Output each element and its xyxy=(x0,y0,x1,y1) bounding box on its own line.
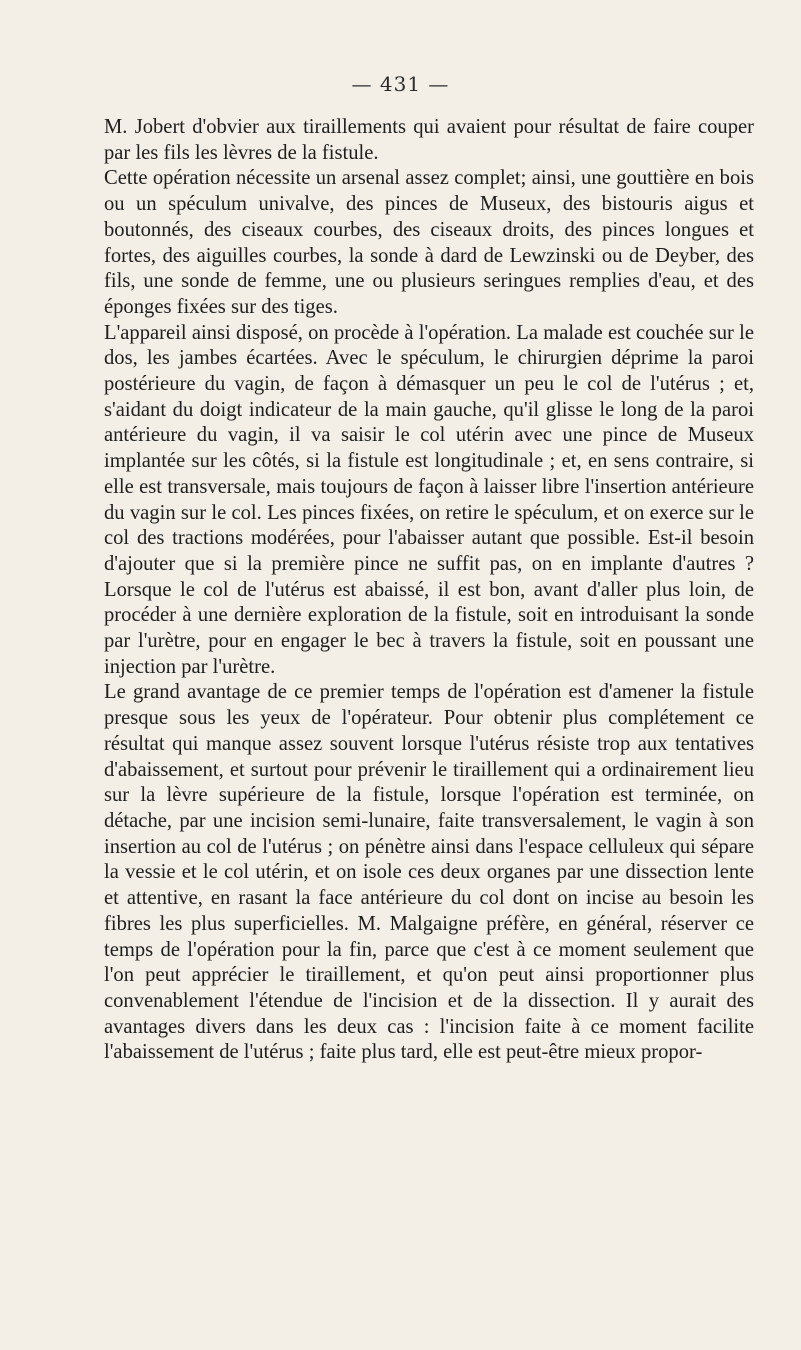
body-text xyxy=(104,115,754,1066)
paragraph-4: Le grand avantage de ce premier temps de l'opération est d'amener la fistule presque sous les yeux de l'opérateur. Pour obtenir plus complétement ce résultat qui manque assez souvent lorsque l'utérus résiste trop aux tentatives d'abaissement, et surtout pour prévenir le tiraillement qui a ordinairement lieu sur la lèvre supérieure de la fistule, lorsque l'opération est terminée, on détache, par une incision semi-lunaire, faite transversalement, le vagin à son insertion au col de l'utérus ; on pénètre ainsi dans l'espace celluleux qui sépare la vessie et le col utérin, et on isole ces deux organes par une dissection lente et attentive, en rasant la face antérieure du col dont on incise au besoin les fibres les plus superficielles. M. Malgaigne préfère, en général, réserver ce temps de l'opération pour la fin, parce que c'est à ce moment seulement que l'on peut apprécier le tiraillement, et qu'on peut ainsi proportionner plus convenablement l'étendue de l'incision et de la dissection. Il y aurait des avantages divers dans les deux cas : l'incision faite à ce moment facilite l'abaissement de l'utérus ; faite plus tard, elle est peut-être mieux propor- xyxy=(104,681,754,1064)
paragraph-3: L'appareil ainsi disposé, on procède à l'opération. La malade est couchée sur le dos, les jambes écartées. Avec le spéculum, le chirurgien déprime la paroi postérieure du vagin, de façon à démasquer un peu le col de l'utérus ; et, s'aidant du doigt indicateur de la main gauche, qu'il glisse le long de la paroi antérieure du vagin, il va saisir le col utérin avec une pince de Museux implantée sur les côtés, si la fistule est longitudinale ; et, en sens contraire, si elle est transversale, mais toujours de façon à laisser libre l'insertion antérieure du vagin sur le col. Les pinces fixées, on retire le spéculum, et on exerce sur le col des tractions modérées, pour l'abaisser autant que possible. Est-il besoin d'ajouter que si la première pince ne suffit pas, on en implante d'autres ? Lorsque le col de l'utérus est abaissé, il est bon, avant d'aller plus loin, de procéder à une dernière exploration de la fistule, soit en introduisant la sonde par l'urètre, pour en engager le bec à travers la fistule, soit en poussant une injection par l'urètre. xyxy=(104,321,754,678)
paragraph-2: Cette opération nécessite un arsenal assez complet; ainsi, une gouttière en bois ou un spéculum univalve, des pinces de Museux, des bistouris aigus et boutonnés, des ciseaux courbes, des ciseaux droits, des pinces longues et fortes, des aiguilles courbes, la sonde à dard de Lewzinski ou de Deyber, des fils, une sonde de femme, une ou plusieurs seringues remplies d'eau, et des éponges fixées sur des tiges. xyxy=(104,167,754,318)
page-number: — 431 — xyxy=(351,72,450,96)
paragraph-1: M. Jobert d'obvier aux tiraillements qui avaient pour résultat de faire couper par les fils les lèvres de la fistule. xyxy=(104,116,754,164)
